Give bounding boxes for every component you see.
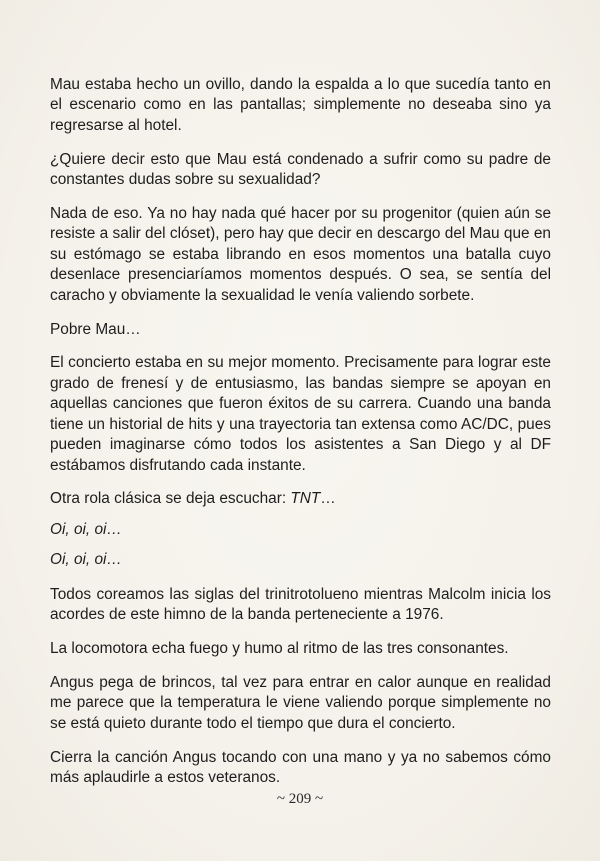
- paragraph: Nada de eso. Ya no hay nada qué hacer por su progenitor (quien aún se resiste a salir del clóset), pero hay que decir en descargo del Mau que en su estómago se estaba librando en esos momentos una batalla cuyo desenlace presenciaríamos momentos después. O sea, se sentía del caracho y obviamente la sexualidad le venía valiendo sorbete.: [50, 205, 551, 304]
- paragraph: El concierto estaba en su mejor momento. Precisamente para lograr este grado de frenesí y de entusiasmo, las bandas siempre se apoyan en aquellas canciones que fueron éxitos de su carrera. Cuando una banda tiene un historial de hits y una trayectoria tan extensa como AC/DC, pues pueden imaginarse cómo todos los asistentes a San Diego y al DF estábamos disfrutando cada instante.: [50, 354, 551, 474]
- paragraph: [50, 489, 551, 509]
- paragraph: Todos coreamos las siglas del trinitrotolueno mientras Malcolm inicia los acordes de este himno de la banda perteneciente a 1976.: [50, 585, 551, 624]
- paragraph-text: Otra rola clásica se deja escuchar:: [50, 490, 291, 508]
- ellipsis: …: [320, 490, 336, 508]
- paragraph: ¿Quiere decir esto que Mau está condenado a sufrir como su padre de constantes dudas sobre su sexualidad?: [50, 150, 551, 189]
- lyric-line: Oi, oi, oi…: [50, 520, 122, 538]
- page-number: ~ 209 ~: [276, 791, 324, 807]
- paragraph: Mau estaba hecho un ovillo, dando la espalda a lo que sucedía tanto en el escenario como en las pantallas; simplemente no deseaba sino ya regresarse al hotel.: [50, 76, 551, 134]
- paragraph: La locomotora echa fuego y humo al ritmo de las tres consonantes.: [50, 639, 509, 657]
- paragraph: Pobre Mau…: [50, 320, 141, 338]
- paragraph: Cierra la canción Angus tocando con una mano y ya no sabemos cómo más aplaudirle a estos veteranos.: [50, 748, 551, 786]
- song-title: TNT: [290, 490, 321, 508]
- body-text: [50, 75, 551, 802]
- paragraph: Angus pega de brincos, tal vez para entrar en calor aunque en realidad me parece que la temperatura le viene valiendo porque simplemente no se está quieto durante todo el tiempo que dura el concierto.: [50, 673, 551, 732]
- lyric-line: Oi, oi, oi…: [50, 551, 122, 569]
